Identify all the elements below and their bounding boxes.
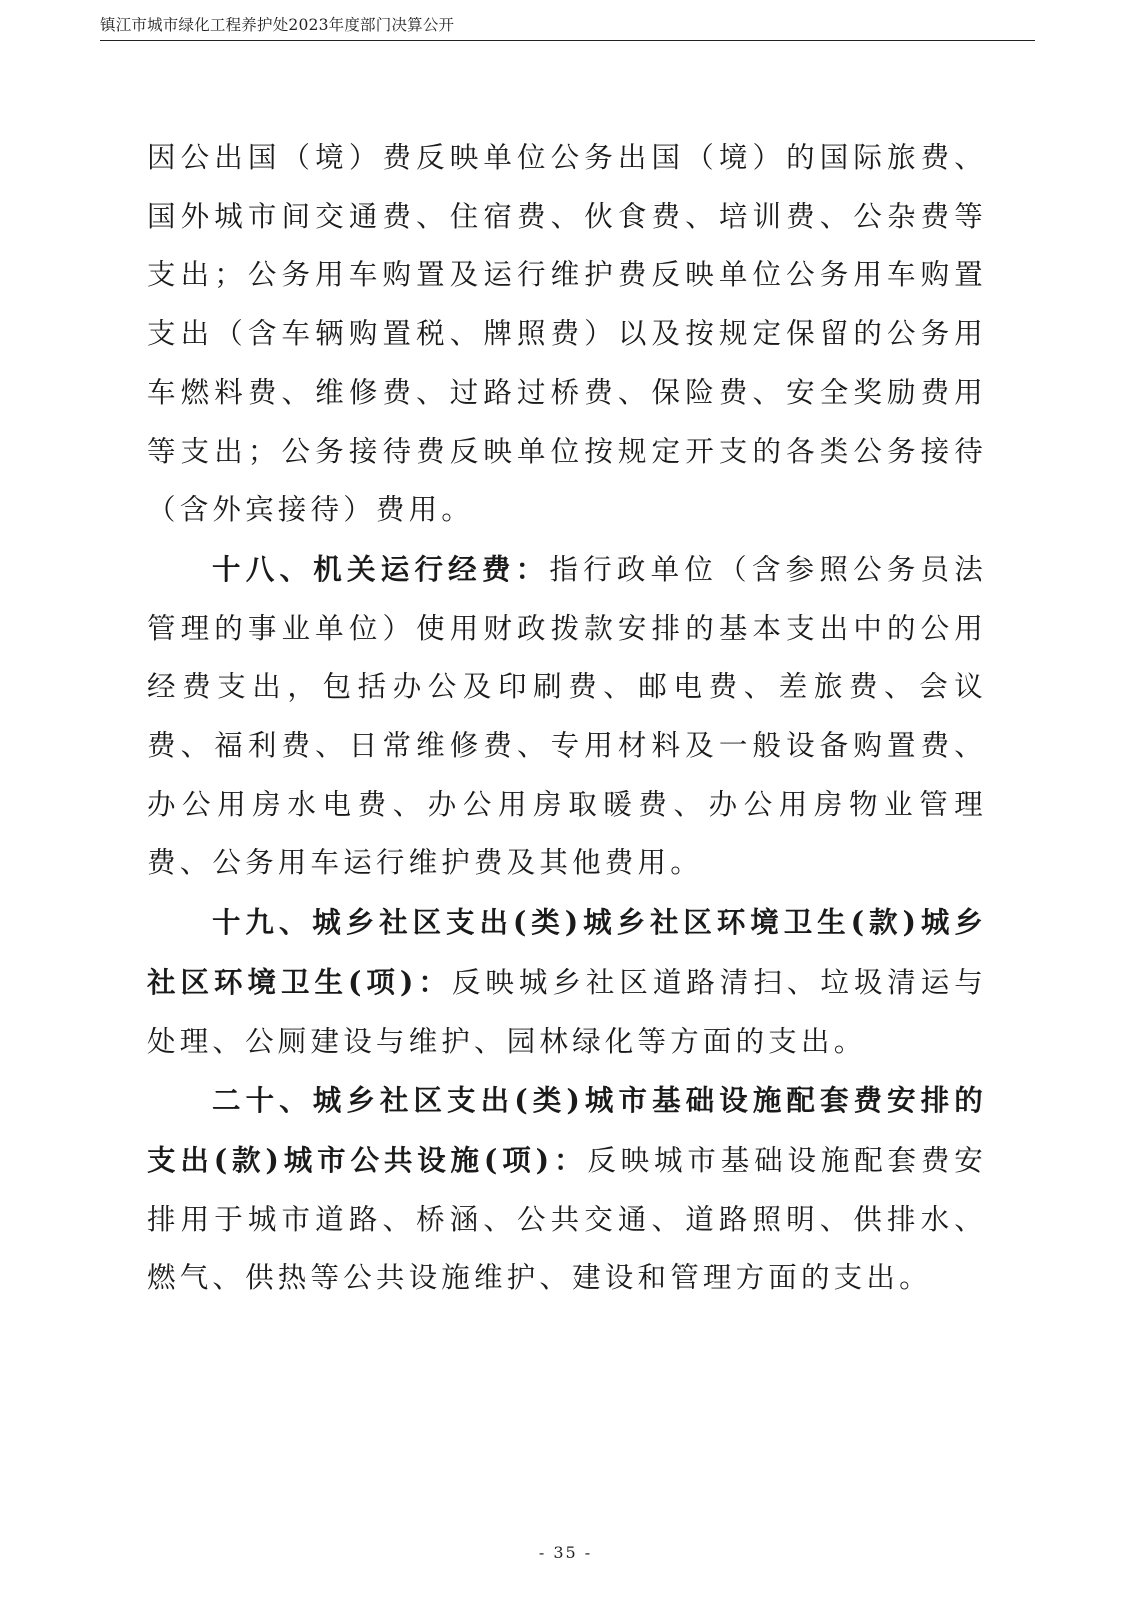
paragraph-item-19 [147,893,987,1071]
paragraph-item-20 [147,1071,987,1308]
paragraph-text: 反映城乡社区道路清扫、垃圾清运与处理、公厕建设与维护、园林绿化等方面的支出。 [147,965,987,1058]
page-header [100,12,1035,41]
paragraph-text: 因公出国（境）费反映单位公务出国（境）的国际旅费、国外城市间交通费、住宿费、伙食费、培训费、公杂费等支出；公务用车购置及运行维护费反映单位公务用车购置支出（含车辆购置税、牌照费）以及按规定保留的公务用车燃料费、维修费、过路过桥费、保险费、安全奖励费用等支出；公务接待费反映单位按规定开支的各类公务接待（含外宾接待）费用。 [147,141,987,527]
paragraph-text: 指行政单位（含参照公务员法管理的事业单位）使用财政拨款安排的基本支出中的公用经费支出，包括办公及印刷费、邮电费、差旅费、会议费、福利费、日常维修费、专用材料及一般设备购置费、办公用房水电费、办公用房取暖费、办公用房物业管理费、公务用车运行维护费及其他费用。 [147,552,987,880]
paragraph-heading: 十九、城乡社区支出(类)城乡社区环境卫生(款)城乡社区环境卫生(项)： [147,905,987,999]
paragraph-text: 反映城市基础设施配套费安排用于城市道路、桥涵、公共交通、道路照明、供排水、燃气、供热等公共设施维护、建设和管理方面的支出。 [147,1143,987,1295]
paragraph-continuation [147,129,987,540]
page-number: - 35 - [538,1543,593,1562]
document-title: 镇江市城市绿化工程养护处2023年度部门决算公开 [100,16,455,34]
paragraph-heading: 十八、机关运行经费： [212,551,550,586]
paragraph-heading: 二十、城乡社区支出(类)城市基础设施配套费安排的支出(款)城市公共设施(项)： [147,1083,987,1177]
paragraph-item-18 [147,540,987,893]
document-body [147,129,987,1308]
